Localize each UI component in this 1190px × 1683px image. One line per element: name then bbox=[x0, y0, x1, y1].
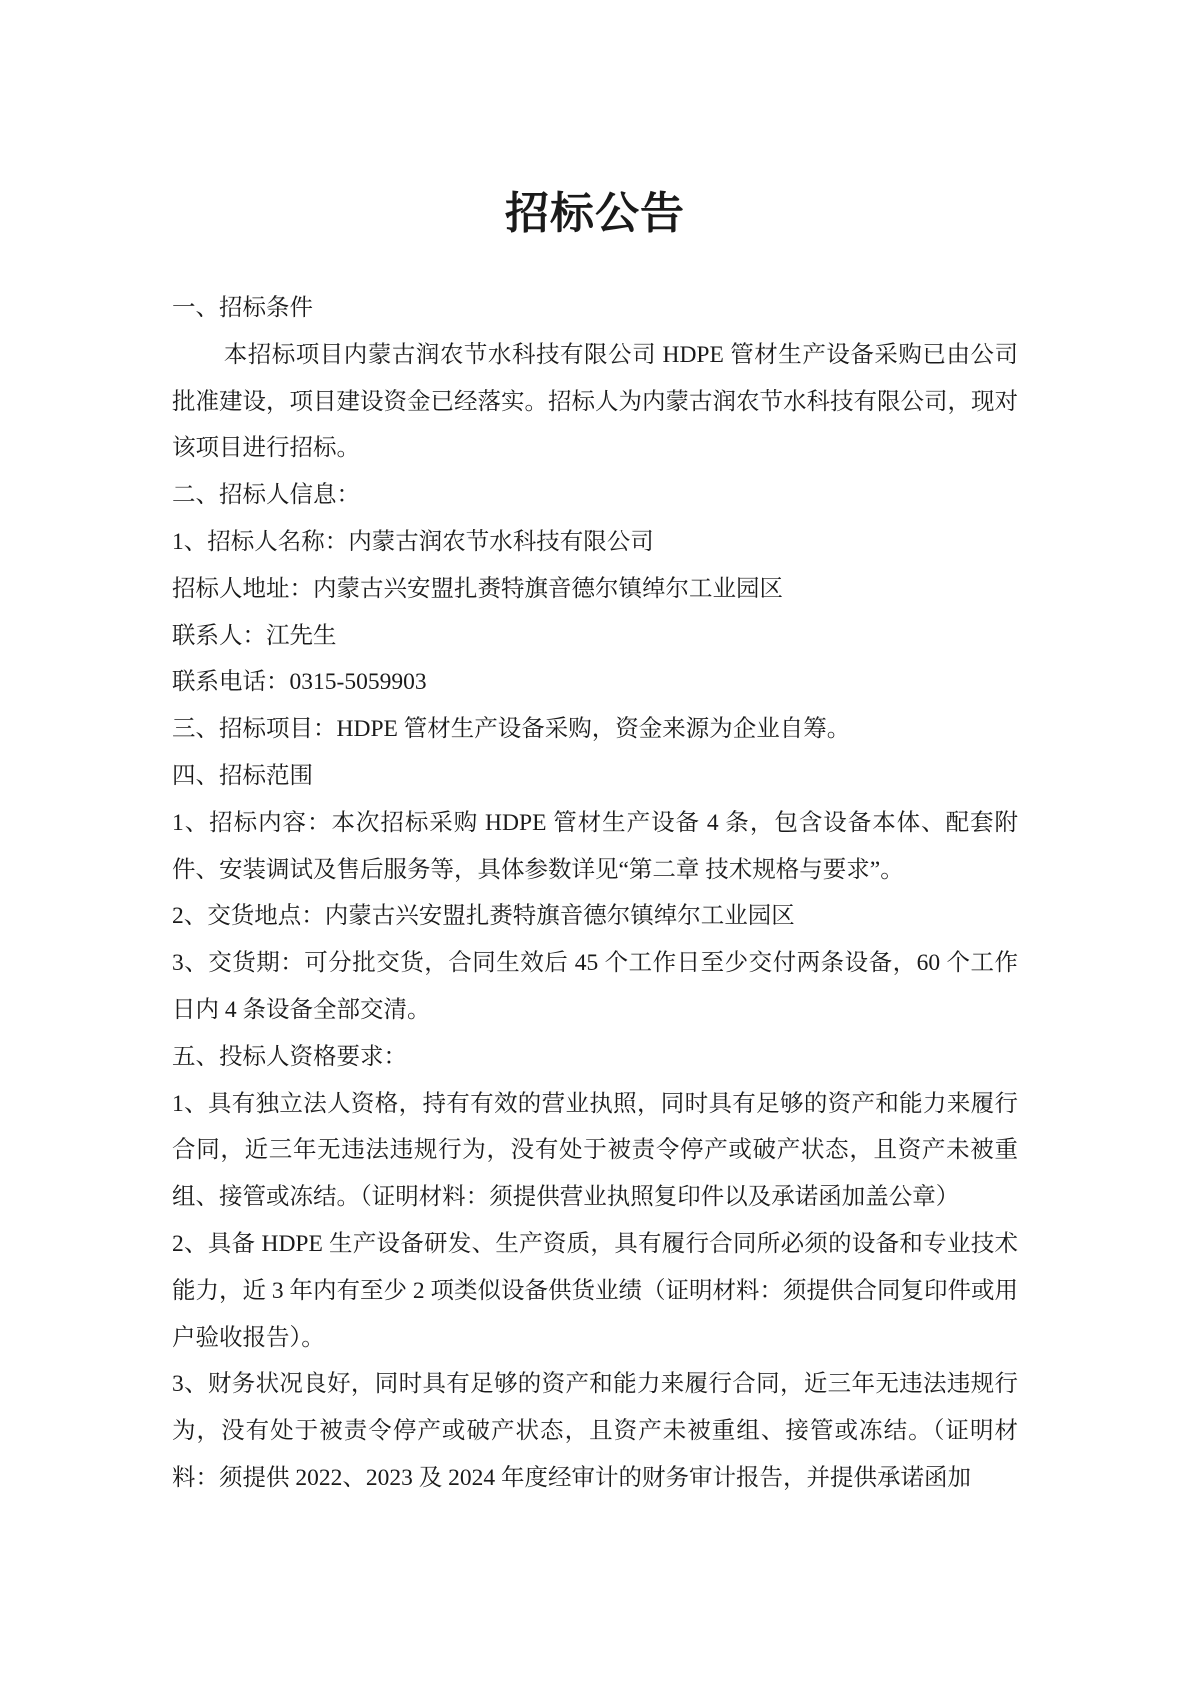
contact-person-line: 联系人：江先生 bbox=[172, 622, 337, 649]
section-4-heading: 四、招标范围 bbox=[172, 762, 313, 789]
qualification-item-2: 2、具备 HDPE 生产设备研发、生产资质，具有履行合同所必须的设备和专业技术能力，近 3 年内有至少 2 项类似设备供货业绩（证明材料：须提供合同复印件或用户验收报告）。 bbox=[172, 1230, 1018, 1351]
document-body bbox=[172, 285, 1018, 1502]
section-2-heading: 二、招标人信息： bbox=[172, 482, 360, 509]
section-5-heading: 五、投标人资格要求： bbox=[172, 1043, 407, 1070]
section-1-heading: 一、招标条件 bbox=[172, 295, 313, 321]
document-title: 招标公告 bbox=[505, 189, 685, 238]
bid-content-line: 1、招标内容：本次招标采购 HDPE 管材生产设备 4 条，包含设备本体、配套附件、安装调试及售后服务等，具体参数详见“第二章 技术规格与要求”。 bbox=[172, 809, 1018, 883]
section-3-line: 三、招标项目：HDPE 管材生产设备采购，资金来源为企业自筹。 bbox=[172, 716, 851, 743]
section-1-body: 本招标项目内蒙古润农节水科技有限公司 HDPE 管材生产设备采购已由公司批准建设，项目建设资金已经落实。招标人为内蒙古润农节水科技有限公司，现对该项目进行招标。 bbox=[172, 341, 1018, 462]
delivery-period-line: 3、交货期：可分批交货，合同生效后 45 个工作日至少交付两条设备，60 个工作日内 4 条设备全部交清。 bbox=[172, 950, 1018, 1023]
contact-phone-line: 联系电话：0315-5059903 bbox=[172, 669, 427, 696]
qualification-item-3: 3、财务状况良好，同时具有足够的资产和能力来履行合同，近三年无违法违规行为，没有处于被责令停产或破产状态，且资产未被重组、接管或冻结。（证明材料：须提供 2022、2023 及 2024 年度经审计的财务审计报告，并提供承诺函加 bbox=[172, 1371, 1018, 1491]
bidder-name-line: 1、招标人名称：内蒙古润农节水科技有限公司 bbox=[172, 528, 654, 555]
bidder-address-line: 招标人地址：内蒙古兴安盟扎赉特旗音德尔镇绰尔工业园区 bbox=[172, 575, 783, 602]
delivery-place-line: 2、交货地点：内蒙古兴安盟扎赉特旗音德尔镇绰尔工业园区 bbox=[172, 903, 795, 930]
qualification-item-1: 1、具有独立法人资格，持有有效的营业执照，同时具有足够的资产和能力来履行合同，近三年无违法违规行为，没有处于被责令停产或破产状态，且资产未被重组、接管或冻结。（证明材料：须提供营业执照复印件以及承诺函加盖公章） bbox=[172, 1090, 1018, 1211]
